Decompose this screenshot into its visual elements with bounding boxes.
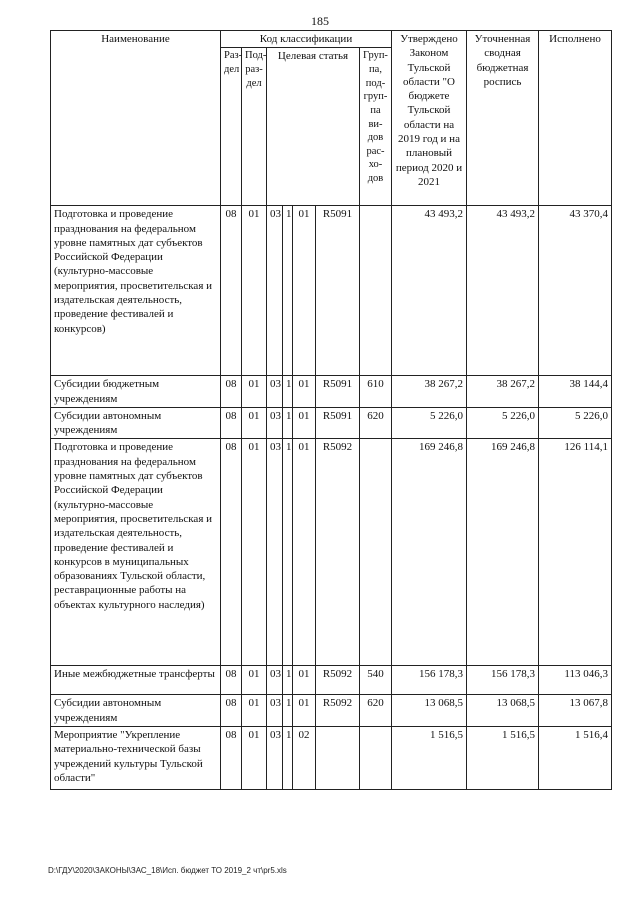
cell-cs1: 03 (267, 727, 283, 790)
row-name: Мероприятие "Укрепление материально-технической базы учреждений культуры Тульской области" (51, 727, 221, 790)
cell-cs1: 03 (267, 695, 283, 727)
cell-razdel: 08 (221, 695, 242, 727)
cell-executed: 113 046,3 (539, 666, 612, 695)
cell-vid (360, 439, 392, 666)
cell-refined: 156 178,3 (467, 666, 539, 695)
budget-table (50, 30, 612, 790)
cell-approved: 38 267,2 (392, 376, 467, 408)
table-row (51, 666, 612, 695)
cell-cs3: 02 (293, 727, 316, 790)
cell-cs1: 03 (267, 439, 283, 666)
cell-vid (360, 206, 392, 376)
cell-cs1: 03 (267, 376, 283, 408)
cell-cs4: R5092 (316, 666, 360, 695)
table-row (51, 695, 612, 727)
cell-executed: 38 144,4 (539, 376, 612, 408)
cell-executed: 1 516,4 (539, 727, 612, 790)
cell-podrazdel: 01 (242, 206, 267, 376)
cell-podrazdel: 01 (242, 439, 267, 666)
cell-podrazdel: 01 (242, 407, 267, 439)
cell-vid: 620 (360, 407, 392, 439)
cell-cs2: 1 (283, 666, 293, 695)
cell-podrazdel: 01 (242, 727, 267, 790)
cell-approved: 43 493,2 (392, 206, 467, 376)
row-name: Иные межбюджетные трансферты (51, 666, 221, 695)
header-name: Наименование (51, 31, 221, 206)
cell-approved: 156 178,3 (392, 666, 467, 695)
cell-vid (360, 727, 392, 790)
cell-refined: 13 068,5 (467, 695, 539, 727)
cell-approved: 5 226,0 (392, 407, 467, 439)
header-expense-group: Груп- па, под- груп- па ви- дов рас- хо- дов (360, 48, 392, 206)
cell-razdel: 08 (221, 727, 242, 790)
cell-executed: 5 226,0 (539, 407, 612, 439)
cell-cs4: R5091 (316, 376, 360, 408)
cell-razdel: 08 (221, 206, 242, 376)
cell-cs1: 03 (267, 407, 283, 439)
cell-cs3: 01 (293, 666, 316, 695)
cell-podrazdel: 01 (242, 695, 267, 727)
table-row (51, 439, 612, 666)
cell-razdel: 08 (221, 376, 242, 408)
row-name: Субсидии бюджетным учреждениям (51, 376, 221, 408)
header-section: Раз- дел (221, 48, 242, 206)
row-name: Подготовка и проведение празднования на федеральном уровне памятных дат субъектов Российской Федерации (культурно-массовые мероприятия, просветительская и издательская деятельность, проведение фестивалей и конкурсов) (51, 206, 221, 376)
header-executed: Исполнено (539, 31, 612, 206)
cell-cs3: 01 (293, 695, 316, 727)
cell-razdel: 08 (221, 666, 242, 695)
table-row (51, 376, 612, 408)
table-row (51, 206, 612, 376)
cell-cs2: 1 (283, 727, 293, 790)
cell-podrazdel: 01 (242, 376, 267, 408)
cell-executed: 43 370,4 (539, 206, 612, 376)
file-path-footer: D:\ГДУ\2020\ЗАКОНЫ\ЗАС_18\Исп. бюджет ТО 2019_2 чт\pr5.xls (48, 866, 287, 875)
cell-razdel: 08 (221, 407, 242, 439)
cell-approved: 1 516,5 (392, 727, 467, 790)
cell-cs3: 01 (293, 376, 316, 408)
row-name: Подготовка и проведение празднования на федеральном уровне памятных дат субъектов Российской Федерации (культурно-массовые мероприятия, просветительская и издательская деятельность, проведение фестивалей и конкурсов в муниципальных образованиях Тульской области, реставрационные работы на объектах культурного наследия) (51, 439, 221, 666)
cell-cs2: 1 (283, 695, 293, 727)
cell-cs3: 01 (293, 407, 316, 439)
cell-vid: 620 (360, 695, 392, 727)
cell-razdel: 08 (221, 439, 242, 666)
cell-cs4: R5091 (316, 206, 360, 376)
cell-cs4 (316, 727, 360, 790)
row-name: Субсидии автономным учреждениям (51, 407, 221, 439)
header-refined: Уточненная сводная бюджетная роспись (467, 31, 539, 206)
cell-cs1: 03 (267, 666, 283, 695)
cell-cs4: R5091 (316, 407, 360, 439)
cell-vid: 610 (360, 376, 392, 408)
cell-refined: 169 246,8 (467, 439, 539, 666)
header-approved: Утверждено Законом Тульской области "О бюджете Тульской области на 2019 год и на плановый период 2020 и 2021 (392, 31, 467, 206)
cell-cs2: 1 (283, 407, 293, 439)
cell-cs2: 1 (283, 439, 293, 666)
cell-refined: 43 493,2 (467, 206, 539, 376)
cell-refined: 5 226,0 (467, 407, 539, 439)
cell-cs1: 03 (267, 206, 283, 376)
cell-cs4: R5092 (316, 439, 360, 666)
cell-refined: 1 516,5 (467, 727, 539, 790)
cell-executed: 13 067,8 (539, 695, 612, 727)
cell-cs2: 1 (283, 206, 293, 376)
cell-executed: 126 114,1 (539, 439, 612, 666)
table-row (51, 727, 612, 790)
header-subsection: Под- раз- дел (242, 48, 267, 206)
page-number: 185 (311, 14, 329, 28)
cell-refined: 38 267,2 (467, 376, 539, 408)
row-name: Субсидии автономным учреждениям (51, 695, 221, 727)
cell-cs4: R5092 (316, 695, 360, 727)
cell-cs3: 01 (293, 206, 316, 376)
cell-approved: 13 068,5 (392, 695, 467, 727)
table-row (51, 407, 612, 439)
header-target-article: Целевая статья (267, 48, 360, 206)
cell-approved: 169 246,8 (392, 439, 467, 666)
cell-podrazdel: 01 (242, 666, 267, 695)
header-classification: Код классификации (221, 31, 392, 48)
cell-cs2: 1 (283, 376, 293, 408)
cell-cs3: 01 (293, 439, 316, 666)
header-row (51, 31, 612, 48)
cell-vid: 540 (360, 666, 392, 695)
